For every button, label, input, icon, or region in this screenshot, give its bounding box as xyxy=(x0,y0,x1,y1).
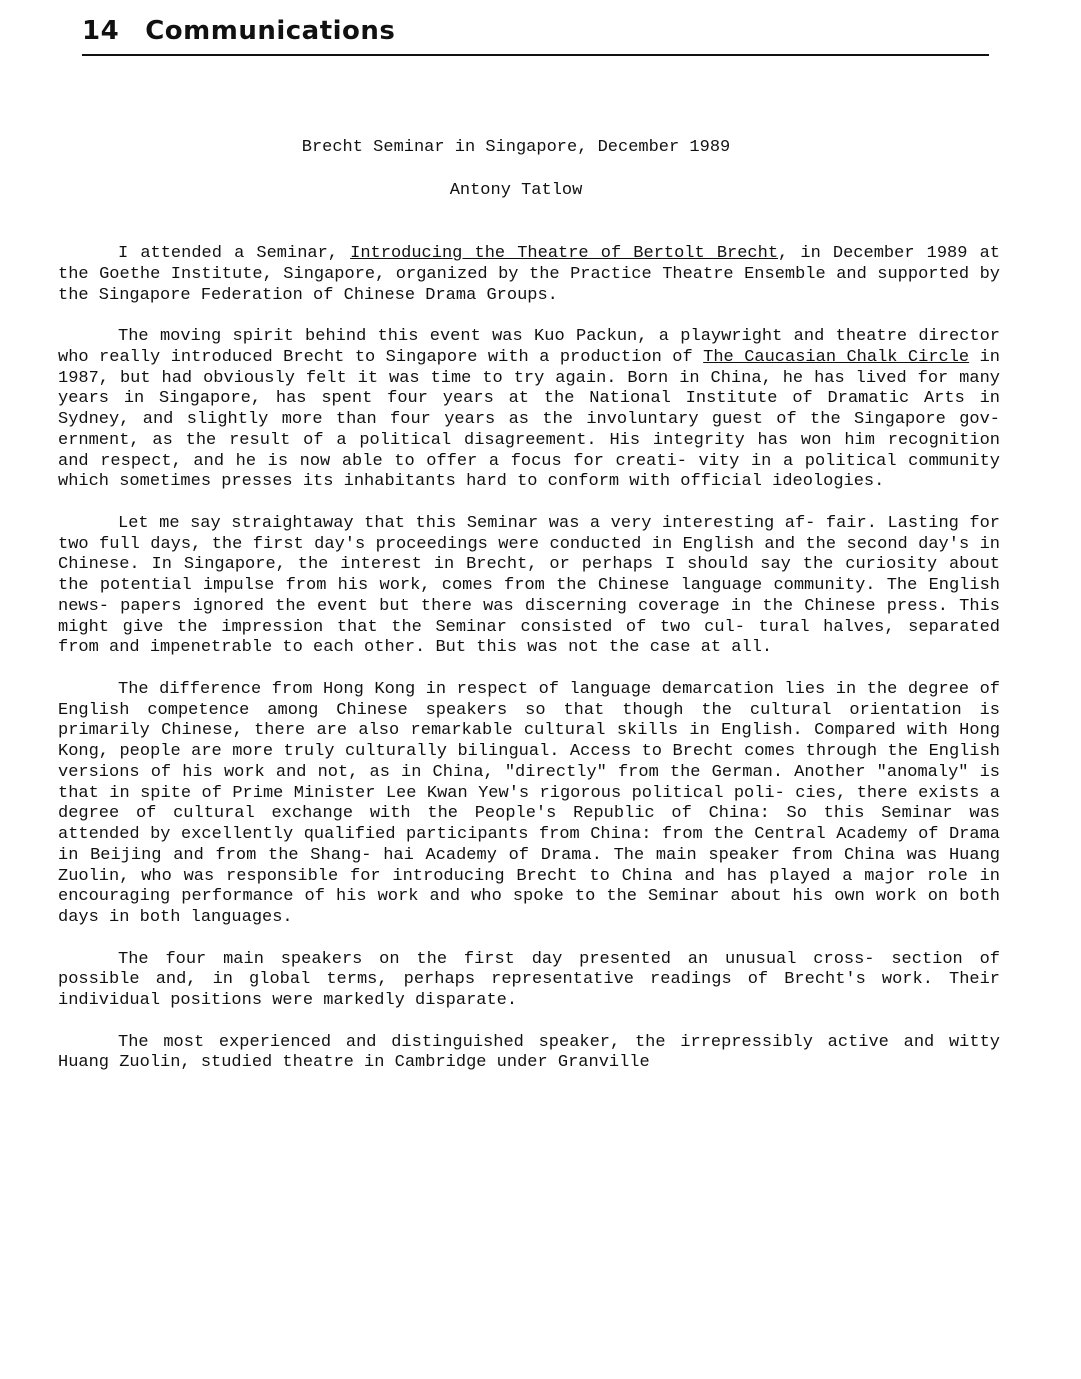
paragraph-text: , in December 1989 at the Goethe Institute, Singapore, organized by the Practice Theatre Ensemble and supported by the Singapore Federation of Chinese Drama Groups. xyxy=(58,244,1000,305)
paragraph-text: in 1987, but had obviously felt it was time to try again. Born in China, he has lived for many years in Singapore, has spent four years at the National Institute of Dramatic Arts in Sydney, and slightly more than four years as the involuntary guest of the Singapore gov- ernment, as the result of a political disagreement. His integrity has won him recognition and respect, and he is now able to offer a focus for creati- vity in a political community which sometimes presses its inhabitants hard to conform with official ideologies. xyxy=(58,347,1000,492)
page-header xyxy=(82,14,989,56)
article-body xyxy=(58,244,1000,1095)
paragraph xyxy=(58,327,1000,493)
paragraph xyxy=(58,244,1000,306)
paragraph: The four main speakers on the first day presented an unusual cross- section of possible and, in global terms, perhaps representative readings of Brecht's work. Their individual positions were markedly disparate. xyxy=(58,949,1000,1010)
article-author: Antony Tatlow xyxy=(449,181,583,200)
paragraph-text: The moving spirit behind this event was Kuo Packun, a playwright and theatre director who really introduced Brecht to Singapore with a production of xyxy=(58,327,1000,367)
seminar-title: Introducing the Theatre of Bertolt Brecht xyxy=(350,244,779,263)
paragraph-text: I attended a Seminar, xyxy=(118,244,351,263)
article-title: Brecht Seminar in Singapore, December 1989 xyxy=(301,138,731,157)
section-title: Communications xyxy=(145,16,396,46)
paragraph: Let me say straightaway that this Seminar was a very interesting af- fair. Lasting for two full days, the first day's proceedings were conducted in English and the second day's in Chinese. In Singapore, the interest in Brecht, or perhaps I should say the curiosity about the potential impulse from his work, comes from the Chinese language community. The English news- papers ignored the event but there was discerning coverage in the Chinese press. This might give the impression that the Seminar consisted of two cul- tural halves, separated from and impenetrable to each other. But this was not the case at all. xyxy=(58,513,1000,658)
page-number: 14 xyxy=(82,16,120,46)
paragraph: The difference from Hong Kong in respect of language demarcation lies in the degree of English competence among Chinese speakers so that though the cultural orientation is primarily Chinese, there are also remarkable cultural skills in English. Compared with Hong Kong, people are more truly culturally bilingual. Access to Brecht comes through the English versions of his work and not, as in China, "directly" from the German. Another "anomaly" is that in spite of Prime Minister Lee Kwan Yew's rigorous political poli- cies, there exists a degree of cultural exchange with the People's Republic of China: So this Seminar was attended by excellently qualified participants from China: from the Central Academy of Drama in Beijing and from the Shang- hai Academy of Drama. The main speaker from China was Huang Zuolin, who was responsible for introducing Brecht to China and has played a major role in encouraging performance of his work and who spoke to the Seminar about his own work on both days in both languages. xyxy=(58,679,1000,927)
play-title: The Caucasian Chalk Circle xyxy=(703,347,970,367)
paragraph: The most experienced and distinguished speaker, the irrepressibly active and witty Huang Zuolin, studied theatre in Cambridge under Granville xyxy=(58,1032,1000,1073)
running-head xyxy=(82,14,395,48)
